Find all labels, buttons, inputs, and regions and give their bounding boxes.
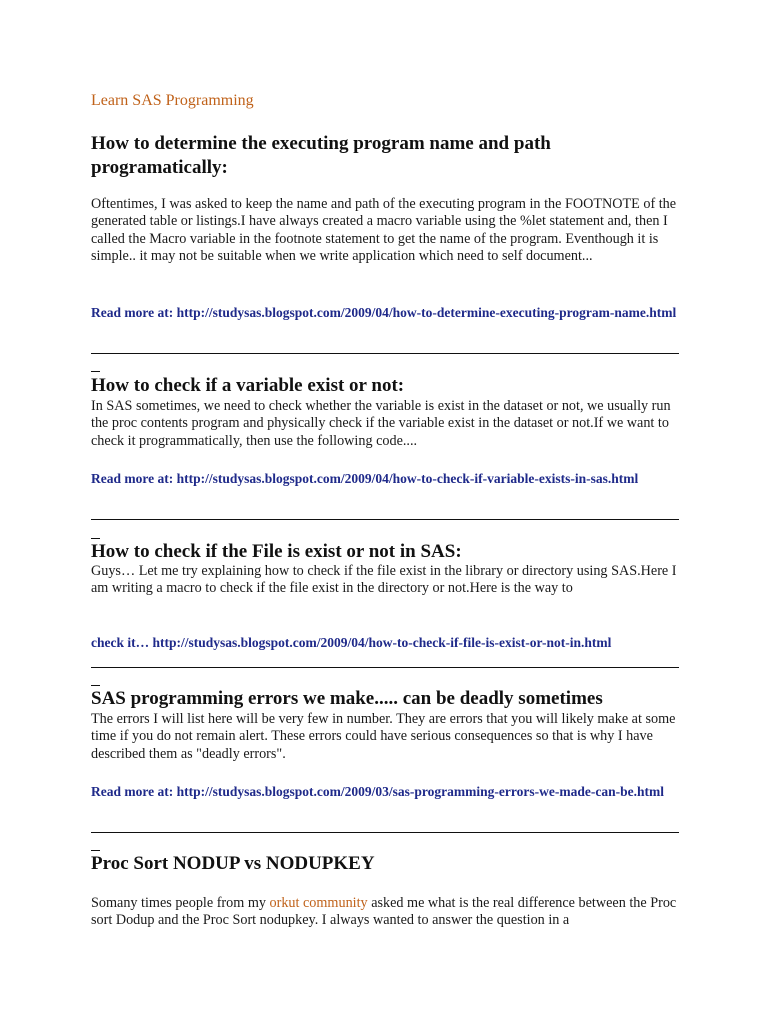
post-4-body: The errors I will list here will be very few in number. They are errors that you will likely make at some time if you do not remain alert. These errors could have serious consequences so that is why I have described them as "deadly errors". bbox=[91, 711, 676, 762]
post-1-body: Oftentimes, I was asked to keep the name and path of the executing program in the FOOTNOTE of the generated table or listings.I have always created a macro variable using the %let statement and, then I called the Macro variable in the footnote statement to get the name of the program. Eventhough it is simple.. it may not be suitable when we write application which need to self document... bbox=[91, 196, 677, 265]
divider bbox=[91, 353, 679, 354]
post-4-read-more bbox=[91, 783, 679, 800]
post-5-body bbox=[91, 895, 679, 930]
read-more-label: Read more at: bbox=[91, 471, 174, 486]
post-3-title: How to check if the File is exist or not in SAS: bbox=[91, 541, 462, 562]
divider-stub bbox=[91, 850, 100, 851]
post-4-link[interactable]: http://studysas.blogspot.com/2009/03/sas-programming-errors-we-made-can-be.html bbox=[176, 784, 664, 799]
blog-title[interactable]: Learn SAS Programming bbox=[91, 92, 254, 109]
post-2-read-more bbox=[91, 470, 679, 487]
post-5-title: Proc Sort NODUP vs NODUPKEY bbox=[91, 853, 375, 874]
post-1-read-more bbox=[91, 304, 679, 321]
post-2-body: In SAS sometimes, we need to check whether the variable is exist in the dataset or not, we usually run the proc contents program and physically check if the variable exist in the dataset or not.If we want to check it programmatically, then use the following code.... bbox=[91, 398, 671, 449]
post-5-body-start: Somany times people from my bbox=[91, 895, 270, 911]
divider bbox=[91, 519, 679, 520]
post-1-title: How to determine the executing program name and path programatically: bbox=[91, 133, 551, 178]
read-more-label: check it… bbox=[91, 635, 150, 650]
post-3-link[interactable]: http://studysas.blogspot.com/2009/04/how-to-check-if-file-is-exist-or-not-in.html bbox=[152, 635, 612, 650]
read-more-label: Read more at: bbox=[91, 305, 174, 320]
post-4-title: SAS programming errors we make..... can be deadly sometimes bbox=[91, 688, 603, 709]
divider-stub bbox=[91, 538, 100, 539]
post-3-read-more bbox=[91, 634, 679, 651]
orkut-community-link[interactable]: orkut community bbox=[269, 895, 368, 911]
post-3-body: Guys… Let me try explaining how to check if the file exist in the library or directory using SAS.Here I am writing a macro to check if the file exist in the directory or not.Here is the way to bbox=[91, 563, 677, 597]
divider-stub bbox=[91, 371, 100, 372]
post-2-link[interactable]: http://studysas.blogspot.com/2009/04/how-to-check-if-variable-exists-in-sas.html bbox=[176, 471, 639, 486]
post-1-link[interactable]: http://studysas.blogspot.com/2009/04/how-to-determine-executing-program-name.html bbox=[176, 305, 677, 320]
divider-stub bbox=[91, 685, 100, 686]
post-5-body-end: asked me what is the real difference between the Proc sort Dodup and the Proc Sort nodupkey. I always wanted to answer the question in a bbox=[91, 895, 677, 929]
post-2-title: How to check if a variable exist or not: bbox=[91, 375, 405, 396]
divider bbox=[91, 832, 679, 833]
read-more-label: Read more at: bbox=[91, 784, 174, 799]
divider bbox=[91, 667, 679, 668]
